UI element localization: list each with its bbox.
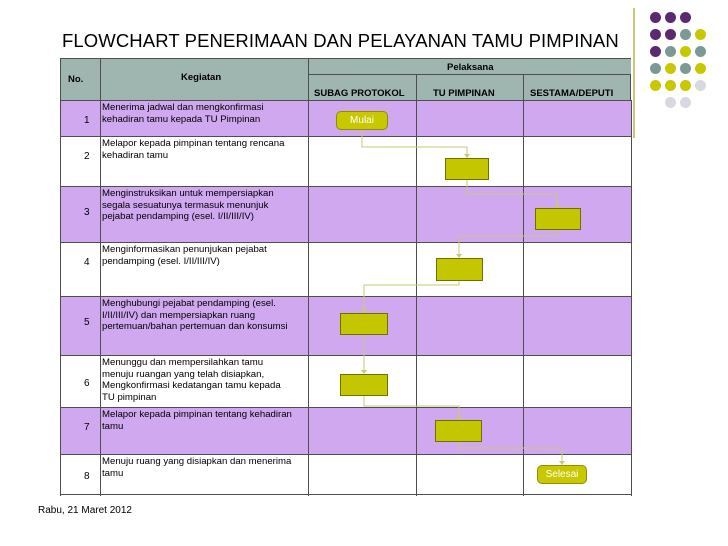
process-box-step-7: [435, 420, 482, 442]
activity-text: Menginstruksikan untuk mempersiapkan segala sesuatunya termasuk menunjuk pejabat pendamping (esel. I/II/III/IV): [102, 188, 274, 222]
column-header-pelaksana: Pelaksana: [447, 62, 494, 73]
lane-header-subag-protokol: SUBAG PROTOKOL: [314, 88, 405, 99]
column-header-no: No.: [68, 74, 84, 85]
row-number: 4: [84, 257, 90, 268]
row-number: 6: [84, 378, 90, 389]
process-box-step-6: [340, 374, 388, 396]
process-box-step-3: [535, 208, 581, 230]
connector-7-8: [459, 442, 562, 463]
row-number: 8: [84, 471, 90, 482]
activity-text: Menginformasikan penunjukan pejabat pendamping (esel. I/II/III/IV): [102, 244, 267, 267]
activity-text: Menuju ruang yang disiapkan dan menerima tamu: [102, 456, 292, 479]
activity-text: Menerima jadwal dan mengkonfirmasi kehadiran tamu kepada TU Pimpinan: [102, 102, 264, 125]
row-number: 1: [84, 115, 90, 126]
row-number: 2: [84, 151, 90, 162]
activity-text: Menunggu dan mempersilahkan tamu menuju ruangan yang telah disiapkan, Mengkonfirmasi kedatangan tamu kepada TU pimpinan: [102, 357, 281, 403]
activity-text: Menghubungi pejabat pendamping (esel. I/II/III/IV) dan mempersiapkan ruang pertemuan/bahan pertemuan dan konsumsi: [102, 298, 288, 332]
process-box-step-2: [445, 158, 489, 180]
row-number: 5: [84, 317, 90, 328]
process-box-step-4: [436, 258, 483, 281]
connector-1-2: [362, 128, 467, 156]
row-number: 7: [84, 422, 90, 433]
row-number: 3: [84, 207, 90, 218]
process-box-step-5: [340, 313, 388, 335]
column-header-kegiatan: Kegiatan: [181, 72, 222, 83]
start-terminal: Mulai: [336, 111, 388, 130]
connector-4-5: [364, 281, 459, 311]
activity-text: Melapor kepada pimpinan tentang rencana kehadiran tamu: [102, 138, 285, 161]
connector-6-7: [364, 396, 459, 418]
activity-text: Melapor kepada pimpinan tentang kehadiran tamu: [102, 409, 292, 432]
lane-header-sestama-deputi: SESTAMA/DEPUTI: [530, 88, 614, 99]
page-title: FLOWCHART PENERIMAAN DAN PELAYANAN TAMU PIMPINAN: [62, 30, 619, 51]
end-terminal: Selesai: [537, 465, 587, 484]
lane-header-tu-pimpinan: TU PIMPINAN: [433, 88, 495, 99]
connector-3-4: [459, 230, 557, 256]
footer-date: Rabu, 21 Maret 2012: [38, 505, 132, 516]
connector-2-3: [467, 180, 557, 206]
